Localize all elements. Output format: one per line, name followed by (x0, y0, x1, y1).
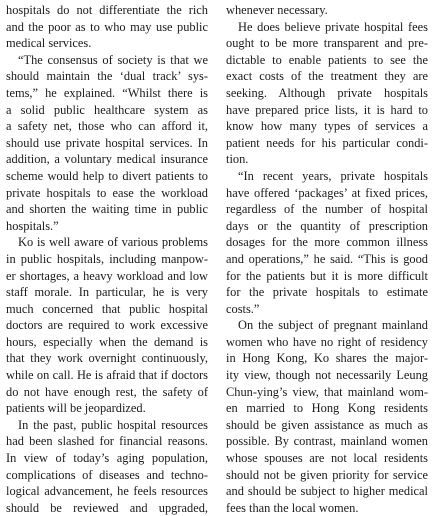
text-line: In view of today’s aging population, (6, 451, 208, 466)
text-line: hospitals do not differentiate the rich (6, 3, 208, 17)
text-line: should not be given priority for service (226, 467, 428, 482)
article-column-left (6, 2, 208, 516)
text-line: whose spouses are not local residents (226, 451, 428, 466)
text-line: have prepared price lists, it is hard to (226, 102, 428, 117)
text-line: “The consensus of society is that we (18, 52, 208, 67)
text-line: in Hong Kong, Ko shares the major- (226, 351, 428, 366)
text-line: regardless of the number of hospital (226, 202, 428, 217)
text-line: while on call. He is afraid that if doctors (6, 368, 208, 383)
text-line: days or the quantity of prescription (226, 218, 428, 233)
text-line: er shortages, a heavy workload and low (6, 268, 208, 283)
text-line: do not have enough rest, the safety of (6, 384, 208, 399)
text-line: medical services. (6, 36, 92, 51)
text-line: tems,” he explained. “Whilst there is (6, 85, 208, 100)
text-line: ity view, though not necessarily Leung (226, 368, 428, 383)
text-line: had been slashed for financial reasons. (6, 434, 208, 449)
text-line: that they work overnight continuously, (6, 351, 208, 366)
text-line: ought to be more transparent and pre- (226, 36, 428, 51)
text-line: much concerned that public hospital (6, 301, 208, 316)
text-line: hours, especially when the demand is (6, 334, 208, 349)
text-line: tion. (226, 152, 249, 167)
text-line: know how many types of services a (226, 119, 428, 134)
article-column-right (226, 2, 428, 516)
text-line: Ko is well aware of various problems (18, 235, 208, 250)
text-line: in public hospitals, including manpow- (6, 251, 208, 266)
text-line: have offered ‘packages’ at fixed prices, (226, 185, 428, 200)
text-line: fees than the local women. (226, 500, 359, 515)
text-line: Chun-ying’s view, that mainland wom- (226, 384, 428, 399)
text-line: exact costs of the treatment they are (226, 69, 428, 84)
text-line: private hospitals to ease the workload (6, 185, 208, 200)
text-line: dosages for the more common illness (226, 235, 428, 250)
text-line: for the patients but it is more difficult (226, 268, 428, 283)
text-line: whenever necessary. (226, 3, 328, 17)
text-line: and the poor as to who may use public (6, 19, 208, 34)
text-line: for the private hospitals to estimate (226, 285, 428, 300)
text-line: should be reviewed and upgraded, (6, 500, 208, 515)
text-line: a solid public healthcare system as (6, 102, 208, 117)
text-line: patient needs for his particular condi- (226, 135, 428, 150)
text-line: and operations,” he said. “This is good (226, 251, 428, 266)
text-line: possible. By contrast, mainland women (226, 434, 428, 449)
text-line: women who have no right of residency (226, 334, 428, 349)
text-line: a safety net, those who can afford it, (6, 119, 208, 134)
text-line: scheme would help to divert patients to (6, 168, 208, 183)
text-line: should maintain the ‘dual track’ sys- (6, 69, 208, 84)
text-line: logical advancement, he feels resources (6, 484, 208, 499)
text-line: “In recent years, private hospitals (238, 168, 428, 183)
text-line: hospitals.” (6, 218, 59, 233)
text-line: and should be subject to higher medical (226, 484, 428, 499)
text-line: should use private hospital services. In (6, 135, 208, 150)
text-line: staff morale. In particular, he is very (6, 285, 208, 300)
text-line: In the past, public hospital resources (18, 417, 208, 432)
text-line: complications of diseases and techno- (6, 467, 208, 482)
text-line: patients will be jeopardized. (6, 401, 146, 416)
text-line: costs.” (226, 301, 260, 316)
text-line: en married to Hong Kong residents (226, 401, 428, 416)
text-line: addition, a voluntary medical insurance (6, 152, 208, 167)
text-line: doctors are required to work excessive (6, 318, 208, 333)
text-line: seeking. Although private hospitals (226, 85, 428, 100)
text-line: should be given assistance as much as (226, 417, 428, 432)
text-line: On the subject of pregnant mainland (238, 318, 428, 333)
text-line: He does believe private hospital fees (238, 19, 428, 34)
text-line: and shorten the waiting time in public (6, 202, 208, 217)
text-line: dictable to enable patients to see the (226, 52, 428, 67)
